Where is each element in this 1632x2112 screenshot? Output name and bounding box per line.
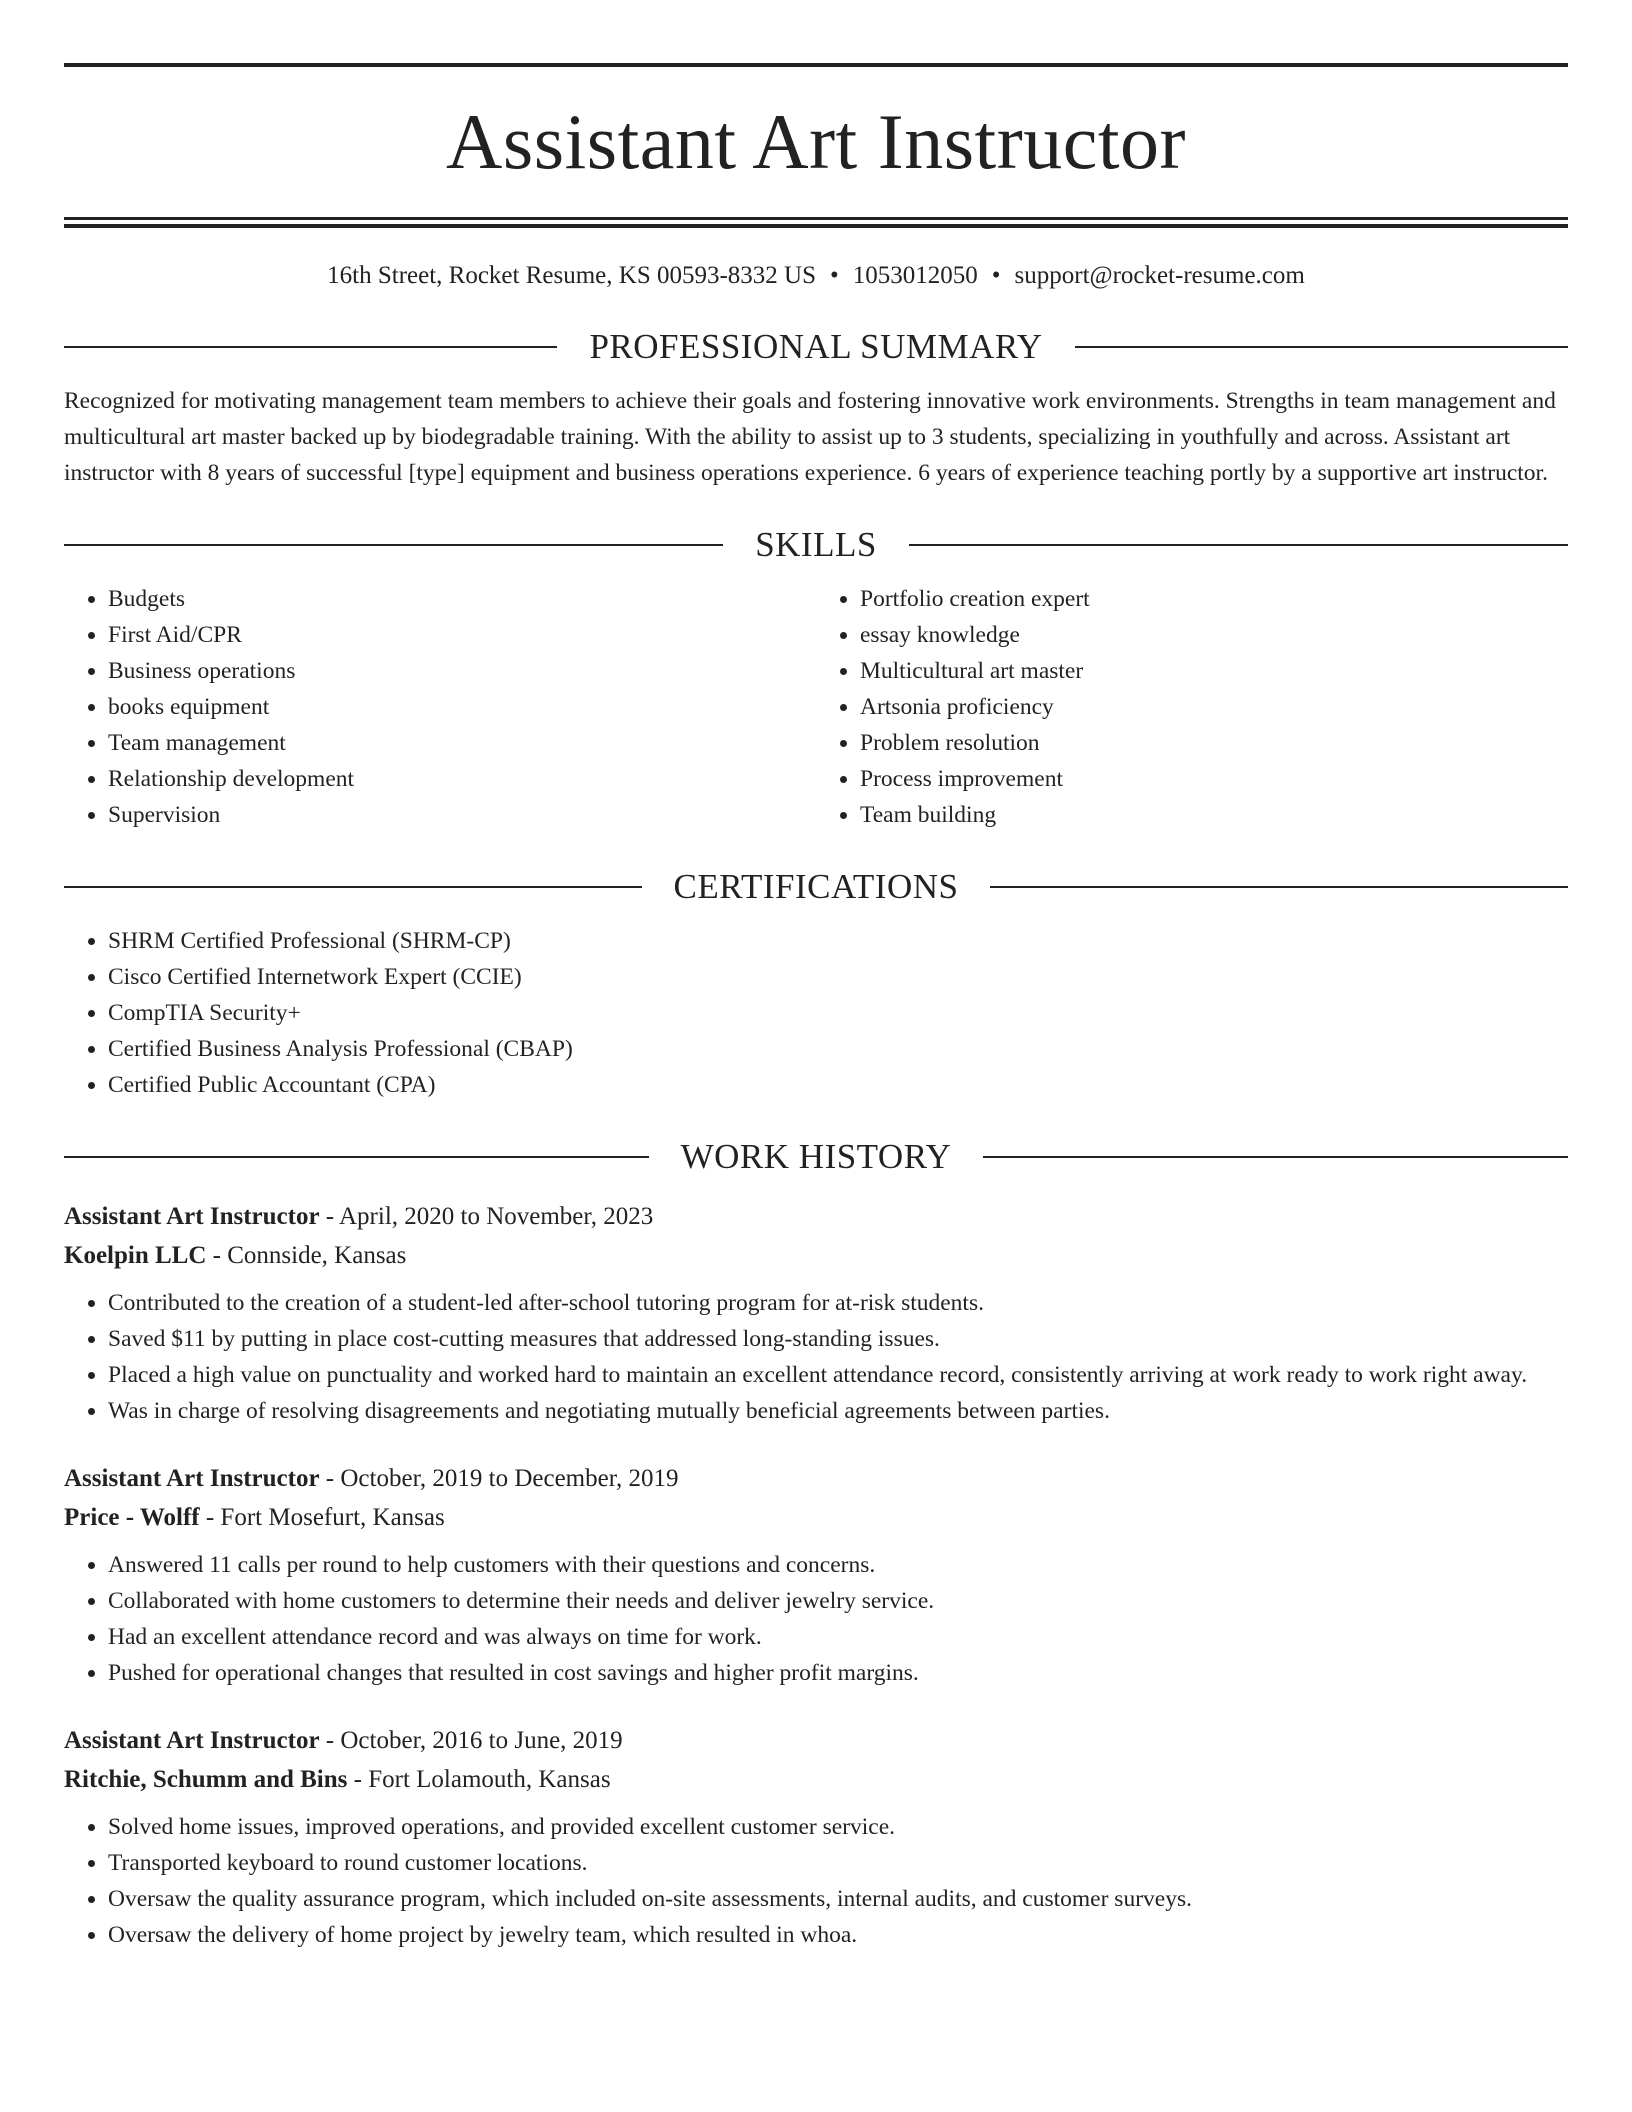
skill-item: • Team management <box>108 725 816 761</box>
job-title-line <box>64 1721 1568 1760</box>
job-location: - Fort Mosefurt, Kansas <box>199 1504 445 1531</box>
job-company: Koelpin LLC <box>64 1242 207 1269</box>
job-entry <box>64 1197 1568 1429</box>
job-title-line <box>64 1197 1568 1236</box>
job-dates: - October, 2019 to December, 2019 <box>319 1465 679 1492</box>
skill-item: • Supervision <box>108 797 816 833</box>
title-double-rule <box>64 217 1568 228</box>
job-bullet: • Had an excellent attendance record and was always on time for work. <box>108 1619 1568 1655</box>
job-bullet: • Solved home issues, improved operations, and provided excellent customer service. <box>108 1809 1568 1845</box>
job-location: - Connside, Kansas <box>206 1242 407 1269</box>
job-bullet: • Oversaw the quality assurance program, which included on-site assessments, internal audits, and customer surveys. <box>108 1881 1568 1917</box>
job-bullet: • Was in charge of resolving disagreements and negotiating mutually beneficial agreements between parties. <box>108 1393 1568 1429</box>
skill-item: • Budgets <box>108 581 816 617</box>
job-location: - Fort Lolamouth, Kansas <box>347 1766 611 1793</box>
section-rule <box>64 544 723 546</box>
skill-item: • essay knowledge <box>860 617 1568 653</box>
section-header-certifications <box>64 867 1568 907</box>
section-header-skills <box>64 525 1568 565</box>
skill-item: • Team building <box>860 797 1568 833</box>
section-rule <box>990 886 1568 888</box>
section-rule <box>64 886 642 888</box>
contact-line <box>64 259 1568 293</box>
section-header-work-history <box>64 1137 1568 1177</box>
section-title-summary: PROFESSIONAL SUMMARY <box>589 327 1043 366</box>
skills-list <box>64 581 1568 833</box>
section-rule <box>909 544 1568 546</box>
section-rule <box>64 1156 649 1158</box>
certification-item: • Cisco Certified Internetwork Expert (CCIE) <box>108 959 1568 995</box>
section-title-certifications: CERTIFICATIONS <box>673 867 959 906</box>
section-rule <box>983 1156 1568 1158</box>
certification-item: • SHRM Certified Professional (SHRM-CP) <box>108 923 1568 959</box>
job-company-line <box>64 1760 1568 1799</box>
job-company-line <box>64 1236 1568 1275</box>
section-rule <box>1075 346 1568 348</box>
section-title-skills: SKILLS <box>755 525 877 564</box>
job-bullet: • Saved $11 by putting in place cost-cutting measures that addressed long-standing issues. <box>108 1321 1568 1357</box>
skill-item: • Portfolio creation expert <box>860 581 1568 617</box>
job-bullet: • Contributed to the creation of a student-led after-school tutoring program for at-risk students. <box>108 1285 1568 1321</box>
contact-email[interactable]: support@rocket-resume.com <box>1014 262 1305 289</box>
certification-item: • CompTIA Security+ <box>108 995 1568 1031</box>
contact-phone: 1053012050 <box>852 262 978 289</box>
contact-separator: • <box>991 262 1001 289</box>
section-rule <box>64 346 557 348</box>
skill-item: • books equipment <box>108 689 816 725</box>
job-bullet: • Transported keyboard to round customer locations. <box>108 1845 1568 1881</box>
work-history <box>64 1197 1568 1953</box>
skills-column-right <box>816 581 1568 833</box>
job-dates: - April, 2020 to November, 2023 <box>319 1203 654 1230</box>
skill-item: • First Aid/CPR <box>108 617 816 653</box>
summary-paragraph: Recognized for motivating management team members to achieve their goals and fostering innovative work environments. Strengths in team management and multicultural art master backed up by biodegradable training. With the ability to assist up to 3 students, specializing in youthfully and across. Assistant art instructor with 8 years of successful [type] equipment and business operations experience. 6 years of experience teaching portly by a supportive art instructor. <box>64 388 1556 486</box>
job-title: Assistant Art Instructor <box>64 1203 320 1230</box>
contact-address: 16th Street, Rocket Resume, KS 00593-8332 US <box>327 262 817 289</box>
skill-item: • Process improvement <box>860 761 1568 797</box>
section-title-work-history: WORK HISTORY <box>680 1137 952 1176</box>
job-bullet: • Collaborated with home customers to determine their needs and deliver jewelry service. <box>108 1583 1568 1619</box>
skill-item: • Problem resolution <box>860 725 1568 761</box>
job-company: Price - Wolff <box>64 1504 200 1531</box>
job-title: Assistant Art Instructor <box>64 1465 320 1492</box>
skill-item: • Artsonia proficiency <box>860 689 1568 725</box>
skill-item: • Relationship development <box>108 761 816 797</box>
skills-column-left <box>64 581 816 833</box>
job-bullet: • Oversaw the delivery of home project by jewelry team, which resulted in whoa. <box>108 1917 1568 1953</box>
skill-item: • Multicultural art master <box>860 653 1568 689</box>
certification-item: • Certified Business Analysis Professional (CBAP) <box>108 1031 1568 1067</box>
job-company: Ritchie, Schumm and Bins <box>64 1766 348 1793</box>
certifications-list <box>64 923 1568 1103</box>
job-bullet: • Answered 11 calls per round to help customers with their questions and concerns. <box>108 1547 1568 1583</box>
job-title: Assistant Art Instructor <box>64 1727 320 1754</box>
job-dates: - October, 2016 to June, 2019 <box>319 1727 623 1754</box>
job-bullet: • Placed a high value on punctuality and worked hard to maintain an excellent attendance record, consistently arriving at work ready to work right away. <box>108 1357 1568 1393</box>
job-title-line <box>64 1459 1568 1498</box>
top-rule <box>64 63 1568 67</box>
job-entry <box>64 1721 1568 1953</box>
job-company-line <box>64 1498 1568 1537</box>
certification-item: • Certified Public Accountant (CPA) <box>108 1067 1568 1103</box>
contact-separator: • <box>830 262 839 289</box>
resume-title: Assistant Art Instructor <box>446 98 1186 185</box>
skill-item: • Business operations <box>108 653 816 689</box>
job-bullet: • Pushed for operational changes that resulted in cost savings and higher profit margins. <box>108 1655 1568 1691</box>
section-header-summary <box>64 327 1568 367</box>
job-entry <box>64 1459 1568 1691</box>
